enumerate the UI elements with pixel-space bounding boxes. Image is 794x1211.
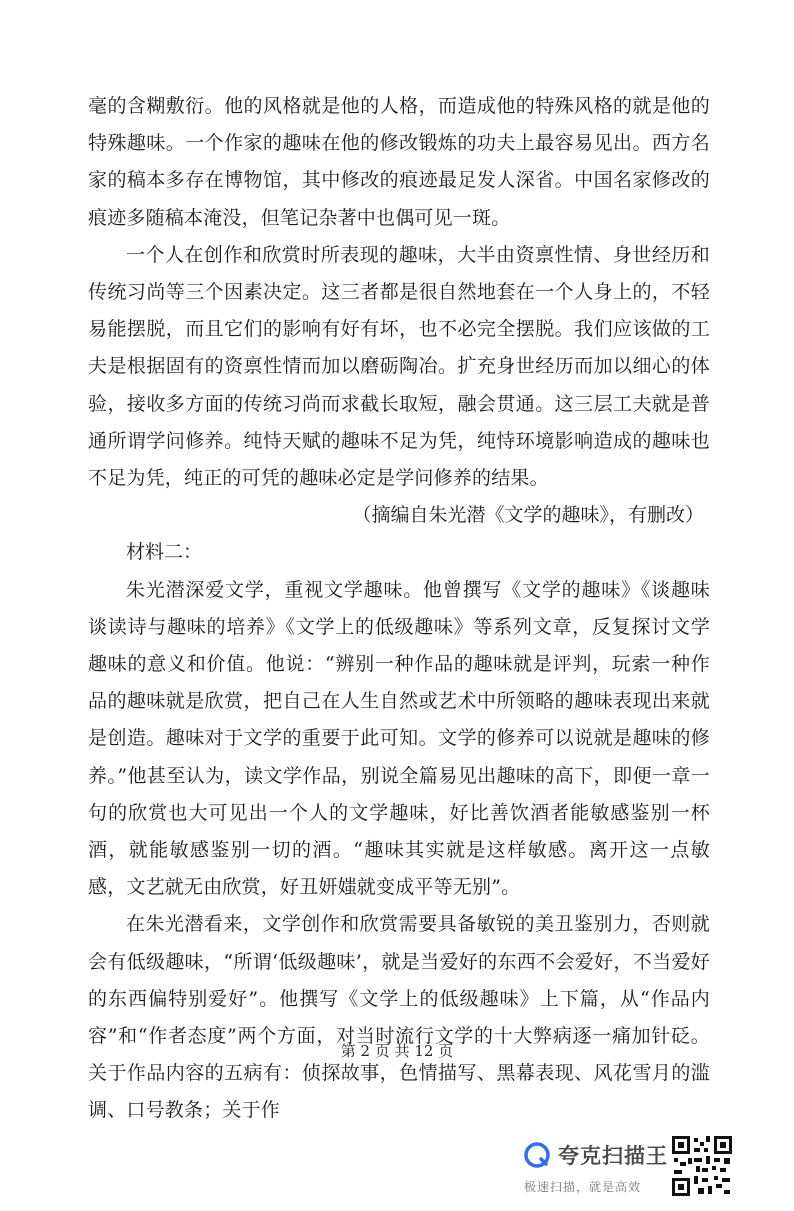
paragraph-4: 在朱光潜看来，文学创作和欣赏需要具备敏锐的美丑鉴别力，否则就会有低级趣味，“所谓‘低级趣味’，就是当爱好的东西不会爱好，不当爱好的东西偏特别爱好”。他撰写《文学上的低级趣味》上下篇，从“作品内容”和“作者态度”两个方面，对当时流行文学的十大弊病逐一痛加针砭。关于作品内容的五病有：侦探故事，色情描写、黑幕表现、风花雪月的滥调、口号教条；关于作 [88,913,710,1122]
source-citation: （摘编自朱光潜《文学的趣味》，有删改） [352,504,704,527]
watermark-title: 夸克扫描王 [558,1144,668,1168]
paragraph-1: 毫的含糊敷衍。他的风格就是他的人格，而造成他的特殊风格的就是他的特殊趣味。一个作家的趣味在他的修改锻炼的功夫上最容易见出。西方名家的稿本多存在博物馆，其中修改的痕迹最足发人深省。中国名家修改的痕迹多随稿本淹没，但笔记杂著中也偶可见一斑。 [88,95,710,229]
page-number: 第 2 页 共 12 页 [340,1042,454,1060]
document-body [88,88,710,1130]
scanner-watermark [518,1134,738,1200]
watermark-subtitle: 极速扫描，就是高效 [524,1180,642,1194]
paragraph-2: 一个人在创作和欣赏时所表现的趣味，大半由资禀性情、身世经历和传统习尚等三个因素决定。这三者都是很自然地套在一个人身上的，不轻易能摆脱，而且它们的影响有好有坏，也不必完全摆脱。我们应该做的工夫是根据固有的资禀性情而加以磨砺陶冶。扩充身世经历而加以细心的体验，接收多方面的传统习尚而求截长取短，融会贯通。这三层工夫就是普通所谓学问修养。纯恃天赋的趣味不足为凭，纯恃环境影响造成的趣味也不足为凭，纯正的可凭的趣味必定是学问修养的结果。 [88,243,710,490]
qr-code-icon [670,1134,734,1198]
paragraph-3: 朱光潜深爱文学，重视文学趣味。他曾撰写《文学的趣味》《谈趣味谈读诗与趣味的培养》《文学上的低级趣味》等系列文章，反复探讨文学趣味的意义和价值。他说：“辨别一种作品的趣味就是评判，玩索一种作品的趣味就是欣赏，把自己在人生自然或艺术中所领略的趣味表现出来就是创造。趣味对于文学的重要于此可知。文学的修养可以说就是趣味的修养。”他甚至认为，读文学作品，别说全篇易见出趣味的高下，即便一章一句的欣赏也大可见出一个人的文学趣味，好比善饮酒者能敏感鉴别一杯酒，就能敏感鉴别一切的酒。“趣味其实就是这样敏感。离开这一点敏感，文艺就无由欣赏，好丑妍媸就变成平等无别”。 [88,578,710,899]
quark-logo-icon [524,1142,550,1168]
material-label: 材料二： [126,541,203,564]
